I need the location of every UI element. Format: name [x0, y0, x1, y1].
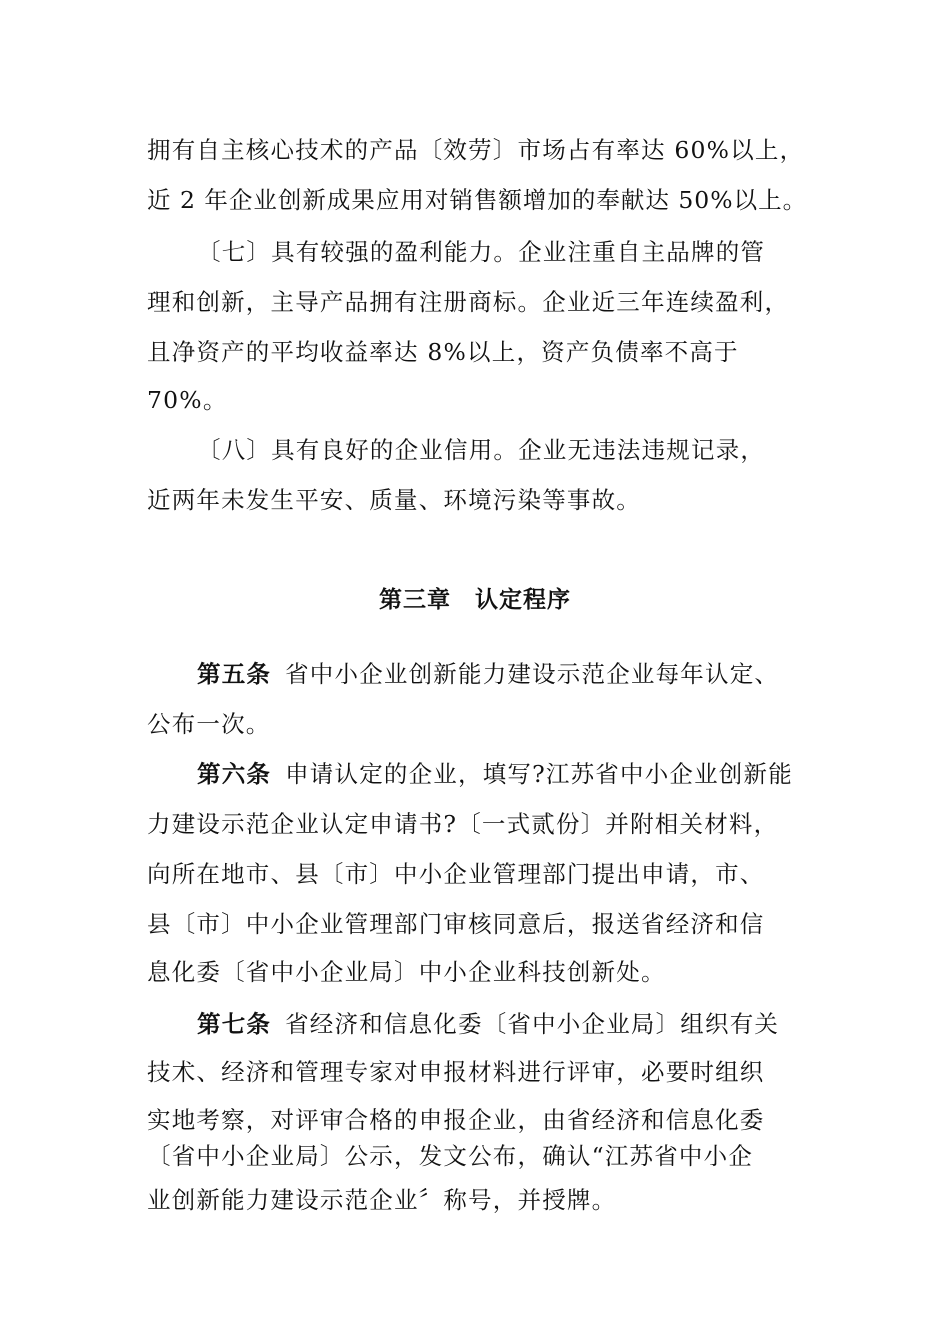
text-line: 近 2 年企业创新成果应用对销售额增加的奉献达 50%以上。 [147, 186, 808, 214]
article-5-label: 第五条 [197, 660, 272, 688]
text-line: 公布一次。 [147, 710, 271, 738]
text-line: 近两年未发生平安、质量、环境污染等事故。 [147, 486, 641, 514]
article-7-line [197, 1009, 779, 1039]
text-line: 力建设示范企业认定申请书?〔一式贰份〕并附相关材料， [147, 810, 779, 838]
text-line: 〔七〕具有较强的盈利能力。企业注重自主品牌的管 [197, 238, 766, 266]
text-line: 实地考察，对评审合格的申报企业，由省经济和信息化委 [147, 1106, 765, 1134]
text-line: 拥有自主核心技术的产品〔效劳〕市场占有率达 60%以上， [147, 136, 805, 164]
text-line: 县〔市〕中小企业管理部门审核同意后，报送省经济和信 [147, 910, 765, 938]
text-line: 且净资产的平均收益率达 8%以上，资产负债率不高于 [147, 338, 739, 366]
article-6-line [197, 759, 793, 789]
text-line: 技术、经济和管理专家对申报材料进行评审，必要时组织 [147, 1058, 765, 1086]
text-line: 70%。 [147, 386, 228, 414]
text-span: 省经济和信息化委〔省中小企业局〕组织有关 [285, 1010, 780, 1038]
text-line: 理和创新，主导产品拥有注册商标。企业近三年连续盈利， [147, 288, 790, 316]
text-line: 息化委〔省中小企业局〕中小企业科技创新处。 [147, 958, 666, 986]
article-5-line [197, 659, 779, 689]
article-6-label: 第六条 [197, 760, 272, 788]
text-line: 〔省中小企业局〕公示，发文公布，确认“江苏省中小企 [147, 1142, 754, 1170]
article-7-label: 第七条 [197, 1010, 272, 1038]
chapter-title: 第三章 认定程序 [379, 587, 571, 613]
text-line: 业创新能力建设示范企业〞称号，并授牌。 [147, 1186, 617, 1214]
text-span: 省中小企业创新能力建设示范企业每年认定、 [285, 660, 780, 688]
text-line: 〔八〕具有良好的企业信用。企业无违法违规记录， [197, 436, 766, 464]
text-span: 申请认定的企业，填写?江苏省中小企业创新能 [285, 760, 793, 788]
text-line: 向所在地市、县〔市〕中小企业管理部门提出申请，市、 [147, 860, 765, 888]
